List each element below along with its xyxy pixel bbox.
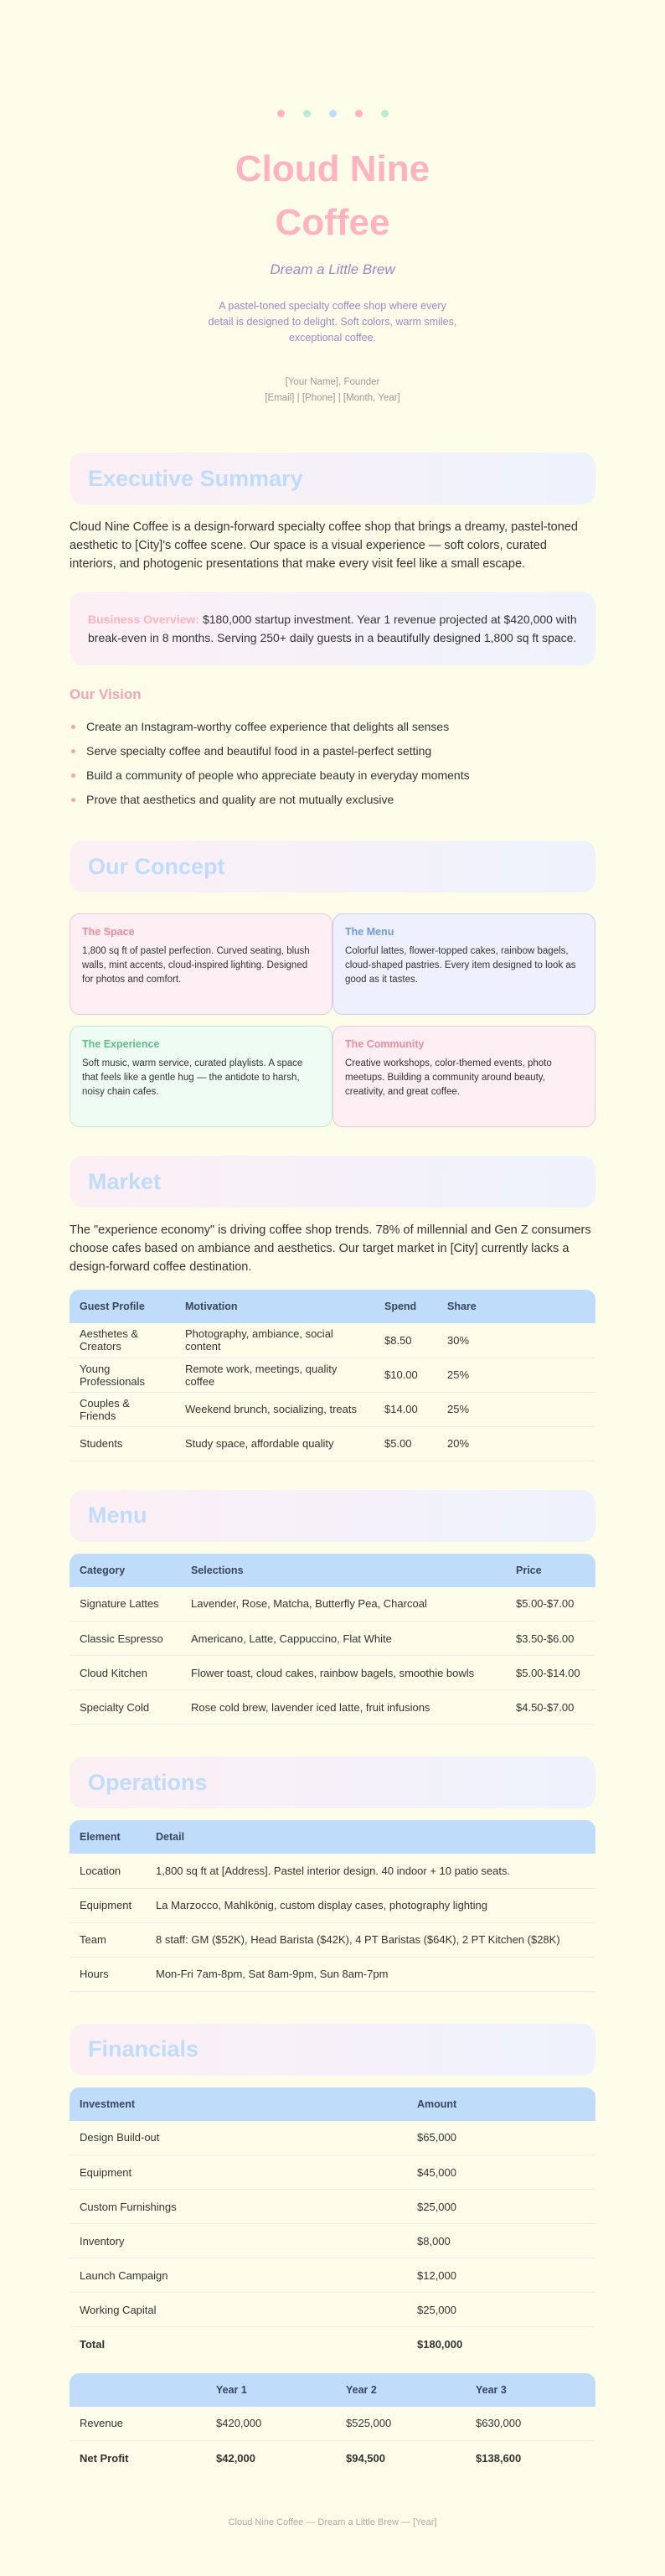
- table-header-row: [70, 1554, 595, 1587]
- section-header: [70, 1156, 595, 1208]
- concept-card: [332, 913, 595, 1015]
- table-row: [70, 2190, 595, 2224]
- table-cell: $180,000: [417, 2337, 463, 2351]
- table-row: [70, 1426, 595, 1461]
- table-cell: Students: [70, 1426, 175, 1461]
- table-cell: Hours: [70, 1957, 146, 1991]
- dot-icon: [303, 110, 311, 117]
- column-header: Guest Profile: [70, 1290, 175, 1323]
- table-cell: $25,000: [407, 2190, 595, 2224]
- column-header: Element: [70, 1820, 146, 1854]
- table-cell: Lavender, Rose, Matcha, Butterfly Pea, Charcoal: [181, 1587, 506, 1622]
- section-title: Market: [88, 1168, 162, 1194]
- dot-icon: [355, 110, 363, 117]
- table-cell: $10.00: [374, 1358, 437, 1392]
- card-text: Soft music, warm service, curated playlists. A space that feels like a gentle hug — the antidote to harsh, noisy chain cafes.: [82, 1058, 303, 1097]
- table-cell: $12,000: [407, 2258, 595, 2293]
- list-item: Serve specialty coffee and beautiful food in a pastel-perfect setting: [70, 739, 595, 763]
- column-header: Investment: [70, 2087, 407, 2121]
- table-cell: $14.00: [374, 1392, 437, 1426]
- table-cell: Location: [70, 1854, 146, 1888]
- card-title: The Community: [345, 1038, 425, 1050]
- card-text: 1,800 sq ft of pastel perfection. Curved seating, blush walls, mint accents, cloud-inspired lighting. Designed for photos and comfort.: [82, 946, 310, 985]
- table-cell: $5.00-$14.00: [506, 1656, 595, 1690]
- table-cell: $25,000: [407, 2293, 595, 2327]
- table-row: [70, 2155, 595, 2190]
- net-profit-row: [70, 2441, 595, 2475]
- column-header: Spend: [374, 1290, 437, 1323]
- founder-name: [Your Name], Founder: [285, 377, 380, 387]
- business-overview-callout: [70, 592, 595, 665]
- table-cell: $630,000: [466, 2407, 595, 2441]
- section-header: [70, 2024, 595, 2076]
- column-header: Category: [70, 1554, 181, 1587]
- list-item: Build a community of people who appreciate beauty in everyday moments: [70, 763, 595, 788]
- table-cell: Equipment: [70, 1888, 146, 1922]
- table-cell: Classic Espresso: [70, 1622, 181, 1656]
- table-cell: Revenue: [70, 2407, 206, 2441]
- table-cell: 25%: [437, 1358, 595, 1392]
- table-cell: Weekend brunch, socializing, treats: [175, 1392, 374, 1426]
- vision-title: Our Vision: [70, 686, 142, 702]
- table-cell: Flower toast, cloud cakes, rainbow bagels, smoothie bowls: [181, 1656, 506, 1690]
- market-lead: The "experience economy" is driving coffee shop trends. 78% of millennial and Gen Z consumers choose cafes based on ambiance and aesthetics. Our target market in [City] currently lacks a design-forward coffee destination.: [70, 1223, 591, 1274]
- table-cell: Mon-Fri 7am-8pm, Sat 8am-9pm, Sun 8am-7pm: [146, 1957, 595, 1991]
- table-cell: Study space, affordable quality: [175, 1426, 374, 1461]
- table-row: [70, 1622, 595, 1656]
- market-section: [70, 1156, 595, 1461]
- table-cell: 1,800 sq ft at [Address]. Pastel interior design. 40 indoor + 10 patio seats.: [146, 1854, 595, 1888]
- contact-line: [Email] | [Phone] | [Month, Year]: [265, 393, 400, 403]
- table-cell: Aesthetes & Creators: [70, 1323, 175, 1358]
- card-text: Colorful lattes, flower-topped cakes, rainbow bagels, cloud-shaped pastries. Every item designed to look as good as it tastes.: [345, 946, 576, 985]
- tagline: Dream a Little Brew: [270, 261, 395, 277]
- table-cell: Net Profit: [80, 2451, 129, 2465]
- dot-icon: [277, 110, 285, 117]
- table-cell: Equipment: [70, 2155, 407, 2190]
- table-cell: Design Build-out: [70, 2121, 407, 2155]
- table-row: [70, 1656, 595, 1690]
- section-header: [70, 1490, 595, 1542]
- table-cell: 30%: [437, 1323, 595, 1358]
- concept-card: [70, 913, 332, 1015]
- card-title: The Menu: [345, 926, 394, 938]
- table-cell: Launch Campaign: [70, 2258, 407, 2293]
- operations-section: [70, 1756, 595, 1992]
- table-cell: La Marzocco, Mahlkönig, custom display cases, photography lighting: [146, 1888, 595, 1922]
- card-title: The Space: [82, 926, 135, 938]
- table-header-row: [70, 1290, 595, 1323]
- table-row: [70, 2224, 595, 2258]
- intro-text: A pastel-toned specialty coffee shop where every detail is designed to delight. Soft colors, warm smiles, exceptional coffee.: [208, 300, 457, 344]
- table-cell: 8 staff: GM ($52K), Head Barista ($42K), 4 PT Baristas ($64K), 2 PT Kitchen ($28K): [146, 1922, 595, 1957]
- table-cell: $42,000: [216, 2451, 255, 2465]
- table-row: [70, 2121, 595, 2155]
- table-cell: Working Capital: [70, 2293, 407, 2327]
- column-header: [70, 2373, 206, 2407]
- section-title: Our Concept: [88, 853, 225, 879]
- section-header: [70, 841, 595, 892]
- section-header: [70, 453, 595, 504]
- table-row: [70, 1358, 595, 1392]
- section-title: Menu: [88, 1503, 147, 1528]
- column-header: Motivation: [175, 1290, 374, 1323]
- section-header: [70, 1756, 595, 1808]
- column-header: Amount: [407, 2087, 595, 2121]
- table-cell: 20%: [437, 1426, 595, 1461]
- table-cell: Young Professionals: [70, 1358, 175, 1392]
- executive-summary-section: [70, 453, 595, 812]
- table-row: [70, 2258, 595, 2293]
- table-cell: $8.50: [374, 1323, 437, 1358]
- section-title: Financials: [88, 2036, 199, 2061]
- column-header: Price: [506, 1554, 595, 1587]
- page-footer: Cloud Nine Coffee — Dream a Little Brew — [Year]: [228, 2517, 437, 2527]
- table-header-row: [70, 2087, 595, 2121]
- column-header: Share: [437, 1290, 595, 1323]
- column-header: Selections: [181, 1554, 506, 1587]
- table-cell: Couples & Friends: [70, 1392, 175, 1426]
- table-cell: 25%: [437, 1392, 595, 1426]
- table-cell: Inventory: [70, 2224, 407, 2258]
- table-row: [70, 2293, 595, 2327]
- table-cell: $4.50-$7.00: [506, 1690, 595, 1725]
- table-row: [70, 1854, 595, 1888]
- table-cell: $5.00-$7.00: [506, 1587, 595, 1622]
- founder-block: [70, 375, 595, 406]
- table-cell: $94,500: [346, 2451, 385, 2465]
- table-cell: Remote work, meetings, quality coffee: [175, 1358, 374, 1392]
- brand-title-line: Cloud Nine: [235, 148, 430, 189]
- table-row: [70, 1323, 595, 1358]
- table-row: [70, 1587, 595, 1622]
- dot-icon: [381, 110, 389, 117]
- table-cell: Rose cold brew, lavender iced latte, fruit infusions: [181, 1690, 506, 1725]
- table-row: [70, 1888, 595, 1922]
- projection-table: [70, 2373, 595, 2475]
- cover-section: [70, 0, 595, 453]
- brand-title: [70, 142, 595, 250]
- vision-list: [70, 715, 595, 812]
- list-item: Create an Instagram-worthy coffee experience that delights all senses: [70, 715, 595, 739]
- financials-section: [70, 2024, 595, 2475]
- menu-table: [70, 1554, 595, 1725]
- table-cell: $138,600: [476, 2451, 522, 2465]
- concept-section: [70, 841, 595, 1127]
- market-table: [70, 1290, 595, 1461]
- table-cell: Total: [80, 2337, 106, 2351]
- table-row: [70, 1957, 595, 1991]
- table-cell: $45,000: [407, 2155, 595, 2190]
- brand-title-line: Coffee: [275, 202, 390, 243]
- table-row: [70, 1392, 595, 1426]
- executive-lead: Cloud Nine Coffee is a design-forward specialty coffee shop that brings a dreamy, pastel-toned aesthetic to [City]'s coffee scene. Our space is a visual experience — soft colors, curated interiors, and photogenic presentations that make every visit feel like a small escape.: [70, 520, 578, 571]
- concept-card: [70, 1026, 332, 1127]
- column-header: Detail: [146, 1820, 595, 1854]
- table-cell: Cloud Kitchen: [70, 1656, 181, 1690]
- menu-section: [70, 1490, 595, 1725]
- overview-text: $180,000 startup investment. Year 1 revenue projected at $420,000 with break-even in 8 months. Serving 250+ daily guests in a beautifully designed 1,800 sq ft space.: [88, 613, 577, 644]
- table-cell: Specialty Cold: [70, 1690, 181, 1725]
- table-cell: $525,000: [336, 2407, 466, 2441]
- table-cell: $65,000: [407, 2121, 595, 2155]
- section-title: Operations: [88, 1769, 208, 1795]
- table-cell: Signature Lattes: [70, 1587, 181, 1622]
- operations-table: [70, 1820, 595, 1992]
- section-title: Executive Summary: [88, 465, 303, 491]
- table-cell: $420,000: [206, 2407, 336, 2441]
- table-row: [70, 2407, 595, 2441]
- table-header-row: [70, 2373, 595, 2407]
- dot-icon: [329, 110, 337, 117]
- table-cell: Team: [70, 1922, 146, 1957]
- card-title: The Experience: [82, 1038, 160, 1050]
- investment-table: [70, 2087, 595, 2361]
- total-row: [70, 2327, 595, 2361]
- table-row: [70, 1690, 595, 1725]
- concept-card: [332, 1026, 595, 1127]
- table-cell: $8,000: [407, 2224, 595, 2258]
- column-header: Year 3: [466, 2373, 595, 2407]
- table-cell: Custom Furnishings: [70, 2190, 407, 2224]
- column-header: Year 2: [336, 2373, 466, 2407]
- column-header: Year 1: [206, 2373, 336, 2407]
- overview-label: Business Overview:: [88, 613, 200, 626]
- table-cell: $3.50-$6.00: [506, 1622, 595, 1656]
- table-row: [70, 1922, 595, 1957]
- concept-cards: [70, 913, 595, 1127]
- decorative-dots: [70, 110, 595, 117]
- table-cell: Americano, Latte, Cappuccino, Flat White: [181, 1622, 506, 1656]
- list-item: Prove that aesthetics and quality are not mutually exclusive: [70, 788, 595, 812]
- card-text: Creative workshops, color-themed events, photo meetups. Building a community around beauty, creativity, and great coffee.: [345, 1058, 552, 1097]
- table-cell: Photography, ambiance, social content: [175, 1323, 374, 1358]
- table-cell: $5.00: [374, 1426, 437, 1461]
- table-header-row: [70, 1820, 595, 1854]
